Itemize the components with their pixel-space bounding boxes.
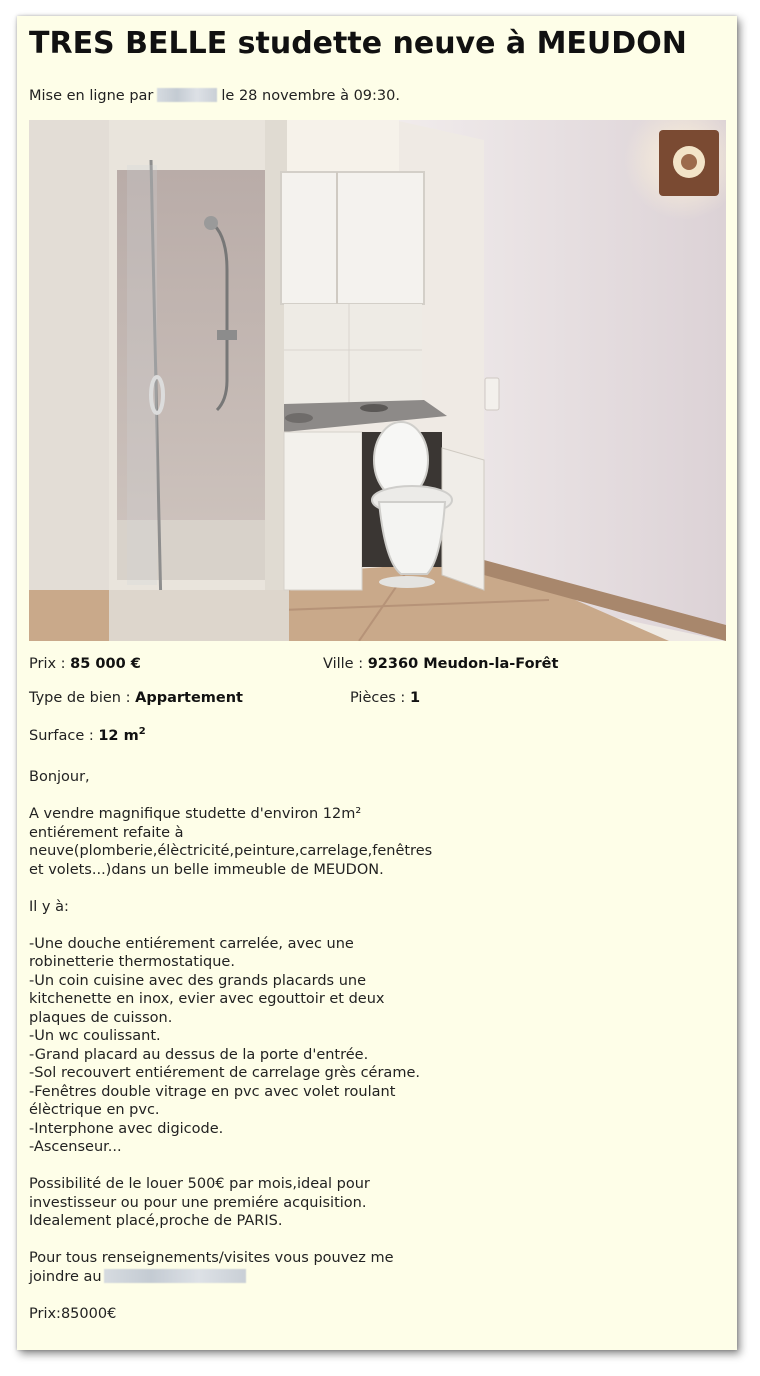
price-row — [29, 656, 141, 672]
desc-rental: Possibilité de le louer 500€ par mois,ideal pour investisseur ou pour une premiére acquisition. Idealement placé,proche de PARIS. — [29, 1176, 370, 1229]
price-value: 85 000 € — [70, 656, 141, 672]
listing-title: TRES BELLE studette neuve à MEUDON — [29, 26, 687, 61]
posted-line — [29, 88, 400, 104]
rooms-row — [350, 690, 420, 706]
redacted-phone — [104, 1269, 246, 1283]
type-value: Appartement — [135, 690, 243, 706]
redacted-username — [157, 88, 217, 102]
rooms-label: Pièces : — [350, 690, 406, 706]
posted-prefix: Mise en ligne par — [29, 88, 154, 104]
desc-features: -Une douche entiérement carrelée, avec une robinetterie thermostatique. -Un coin cuisine avec des grands placards une kitchenette en inox, evier avec egouttoir et deux plaques de cuisson. -Un wc coulissant. -Grand placard au dessus de la porte d'entrée. -Sol recouvert entiérement de carrelage grès cérame. -Fenêtres double vitrage en pvc avec volet roulant élèctrique en pvc. -Interphone avec digicode. -Ascenseur... — [29, 935, 420, 1155]
desc-greeting: Bonjour, — [29, 769, 90, 785]
surface-value — [98, 728, 145, 744]
description — [29, 768, 549, 1323]
price-label: Prix : — [29, 656, 66, 672]
desc-contact-text: Pour tous renseignements/visites vous pouvez me joindre au — [29, 1250, 394, 1285]
desc-il-y-a: Il y à: — [29, 898, 69, 915]
desc-contact — [29, 1249, 549, 1286]
desc-price: Prix:85000€ — [29, 1305, 117, 1322]
rooms-value: 1 — [409, 690, 421, 706]
city-value: 92360 Meudon-la-Forêt — [367, 656, 559, 672]
listing-card — [17, 16, 737, 1350]
posted-date: le 28 novembre à 09:30. — [221, 88, 400, 104]
city-row — [323, 656, 558, 672]
surface-number: 12 m — [98, 727, 139, 744]
type-row — [29, 690, 243, 706]
surface-superscript: 2 — [138, 726, 146, 737]
desc-intro: A vendre magnifique studette d'environ 12m² entiérement refaite à neuve(plomberie,élèctricité,peinture,carrelage,fenêtres et volets...)dans un belle immeuble de MEUDON. — [29, 806, 433, 878]
type-label: Type de bien : — [29, 690, 131, 706]
surface-row — [29, 726, 146, 744]
city-label: Ville : — [323, 656, 364, 672]
surface-label: Surface : — [29, 727, 94, 744]
listing-photo[interactable] — [29, 120, 726, 641]
